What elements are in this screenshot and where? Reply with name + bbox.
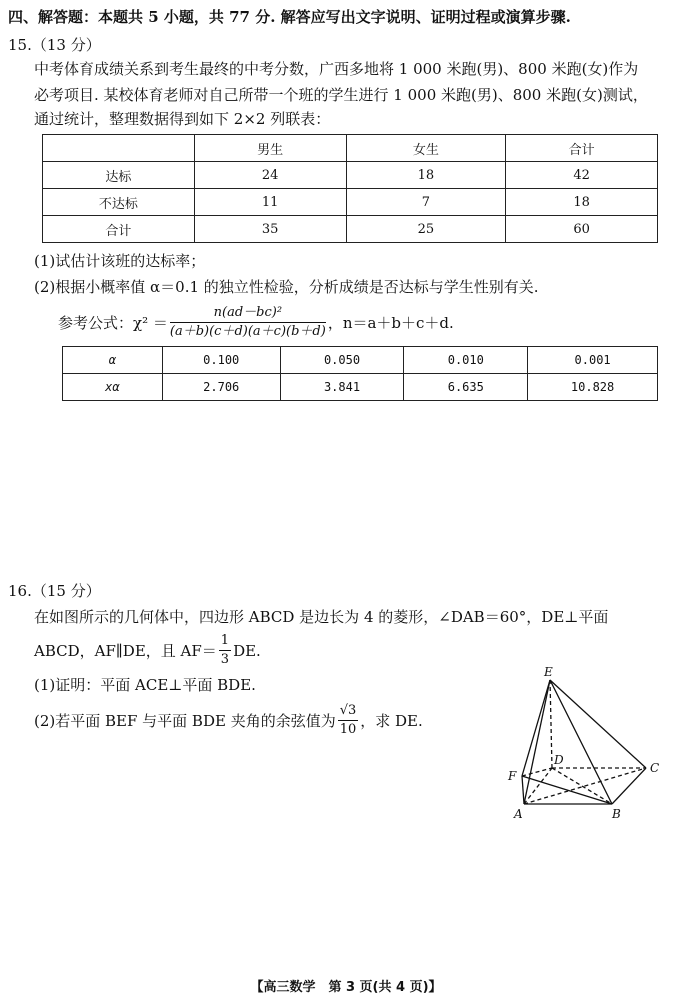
q16-sub2 [34, 702, 423, 739]
table-cell: 0.001 [528, 347, 658, 374]
formula-tail: ，n＝a＋b＋c＋d. [327, 313, 454, 332]
table-header-row [43, 135, 658, 162]
geometry-figure [500, 664, 680, 824]
table-cell: 10.828 [528, 374, 658, 401]
q16-sub1: (1)证明：平面 ACE⊥平面 BDE. [34, 676, 256, 694]
q15-sub1: (1)试估计该班的达标率； [34, 252, 206, 270]
table-cell: 18 [506, 189, 658, 216]
label-b: B [612, 807, 621, 821]
table-cell: 7 [346, 189, 506, 216]
table-cell: 0.100 [162, 347, 280, 374]
fraction-one-third [219, 632, 231, 669]
q16-sub2-pre: (2)若平面 BEF 与平面 BDE 夹角的余弦值为 [34, 711, 336, 730]
label-a: A [514, 807, 523, 821]
label-c: C [650, 761, 660, 775]
edge-ac [524, 768, 646, 804]
fraction-numerator: 1 [219, 632, 231, 651]
table-cell: α [63, 347, 163, 374]
table-cell: 2.706 [162, 374, 280, 401]
critical-value-table [62, 346, 658, 401]
q16-line2 [34, 632, 261, 669]
label-d: D [554, 753, 564, 767]
q15-para-line2: 必考项目. 某校体育老师对自己所带一个班的学生进行 1 000 米跑(男)、800 米跑(女)测试， [34, 86, 648, 104]
edge-bc [612, 768, 646, 804]
fraction-cosine [338, 702, 359, 739]
formula-denominator: (a＋b)(c＋d)(a＋c)(b＋d) [169, 324, 326, 339]
table-cell: 35 [194, 216, 346, 243]
formula-numerator: n(ad－bc)² [170, 304, 326, 323]
page-footer: 【高三数学 第 3 页(共 4 页)】 [250, 980, 442, 995]
table-cell: 男生 [194, 135, 346, 162]
formula-label: 参考公式：χ² ＝ [58, 313, 168, 332]
q16-line1: 在如图所示的几何体中，四边形 ABCD 是边长为 4 的菱形，∠DAB＝60°，DE⊥平面 [34, 608, 609, 626]
edge-ec [550, 680, 646, 768]
edge-fa [522, 776, 524, 804]
formula-fraction [170, 304, 326, 341]
q16-label: 16.（15 分） [8, 582, 101, 600]
table-cell: 0.010 [404, 347, 528, 374]
fraction-numerator: √3 [338, 702, 359, 721]
q16-sub2-post: ，求 DE. [360, 711, 423, 730]
fraction-denominator: 10 [339, 722, 357, 737]
table-cell: 女生 [346, 135, 506, 162]
table-row [43, 162, 658, 189]
q16-line2-pre: ABCD，AF∥DE，且 AF＝ [34, 641, 217, 660]
table-cell: 25 [346, 216, 506, 243]
q15-para-line1: 中考体育成绩关系到考生最终的中考分数，广西多地将 1 000 米跑(男)、800 米跑(女)作为 [34, 60, 639, 78]
table-cell [43, 135, 195, 162]
q15-sub2: (2)根据小概率值 α＝0.1 的独立性检验，分析成绩是否达标与学生性别有关. [34, 278, 539, 296]
edge-fb [522, 776, 612, 804]
table-cell: 合计 [43, 216, 195, 243]
fraction-denominator: 3 [220, 652, 230, 667]
edge-ea [524, 680, 550, 804]
label-f: F [508, 769, 517, 783]
table-cell: xα [63, 374, 163, 401]
edge-fe [522, 680, 550, 776]
table-cell: 合计 [506, 135, 658, 162]
table-row [43, 216, 658, 243]
table-cell: 60 [506, 216, 658, 243]
table-cell: 42 [506, 162, 658, 189]
q15-para-line3: 通过统计，整理数据得到如下 2×2 列联表： [34, 110, 331, 128]
table-cell: 不达标 [43, 189, 195, 216]
section-header: 四、解答题：本题共 5 小题，共 77 分. 解答应写出文字说明、证明过程或演算步骤. [8, 8, 571, 26]
q16-line2-post: DE. [233, 641, 261, 660]
table-row [63, 374, 658, 401]
table-row [63, 347, 658, 374]
label-e: E [544, 665, 553, 679]
contingency-table [42, 134, 658, 243]
edge-ed [550, 680, 552, 768]
table-cell: 24 [194, 162, 346, 189]
table-cell: 0.050 [280, 347, 404, 374]
table-cell: 3.841 [280, 374, 404, 401]
table-cell: 11 [194, 189, 346, 216]
edge-eb [550, 680, 612, 804]
table-cell: 6.635 [404, 374, 528, 401]
table-cell: 达标 [43, 162, 195, 189]
table-cell: 18 [346, 162, 506, 189]
chi-square-formula [58, 304, 454, 341]
table-row [43, 189, 658, 216]
q15-label: 15.（13 分） [8, 36, 101, 54]
